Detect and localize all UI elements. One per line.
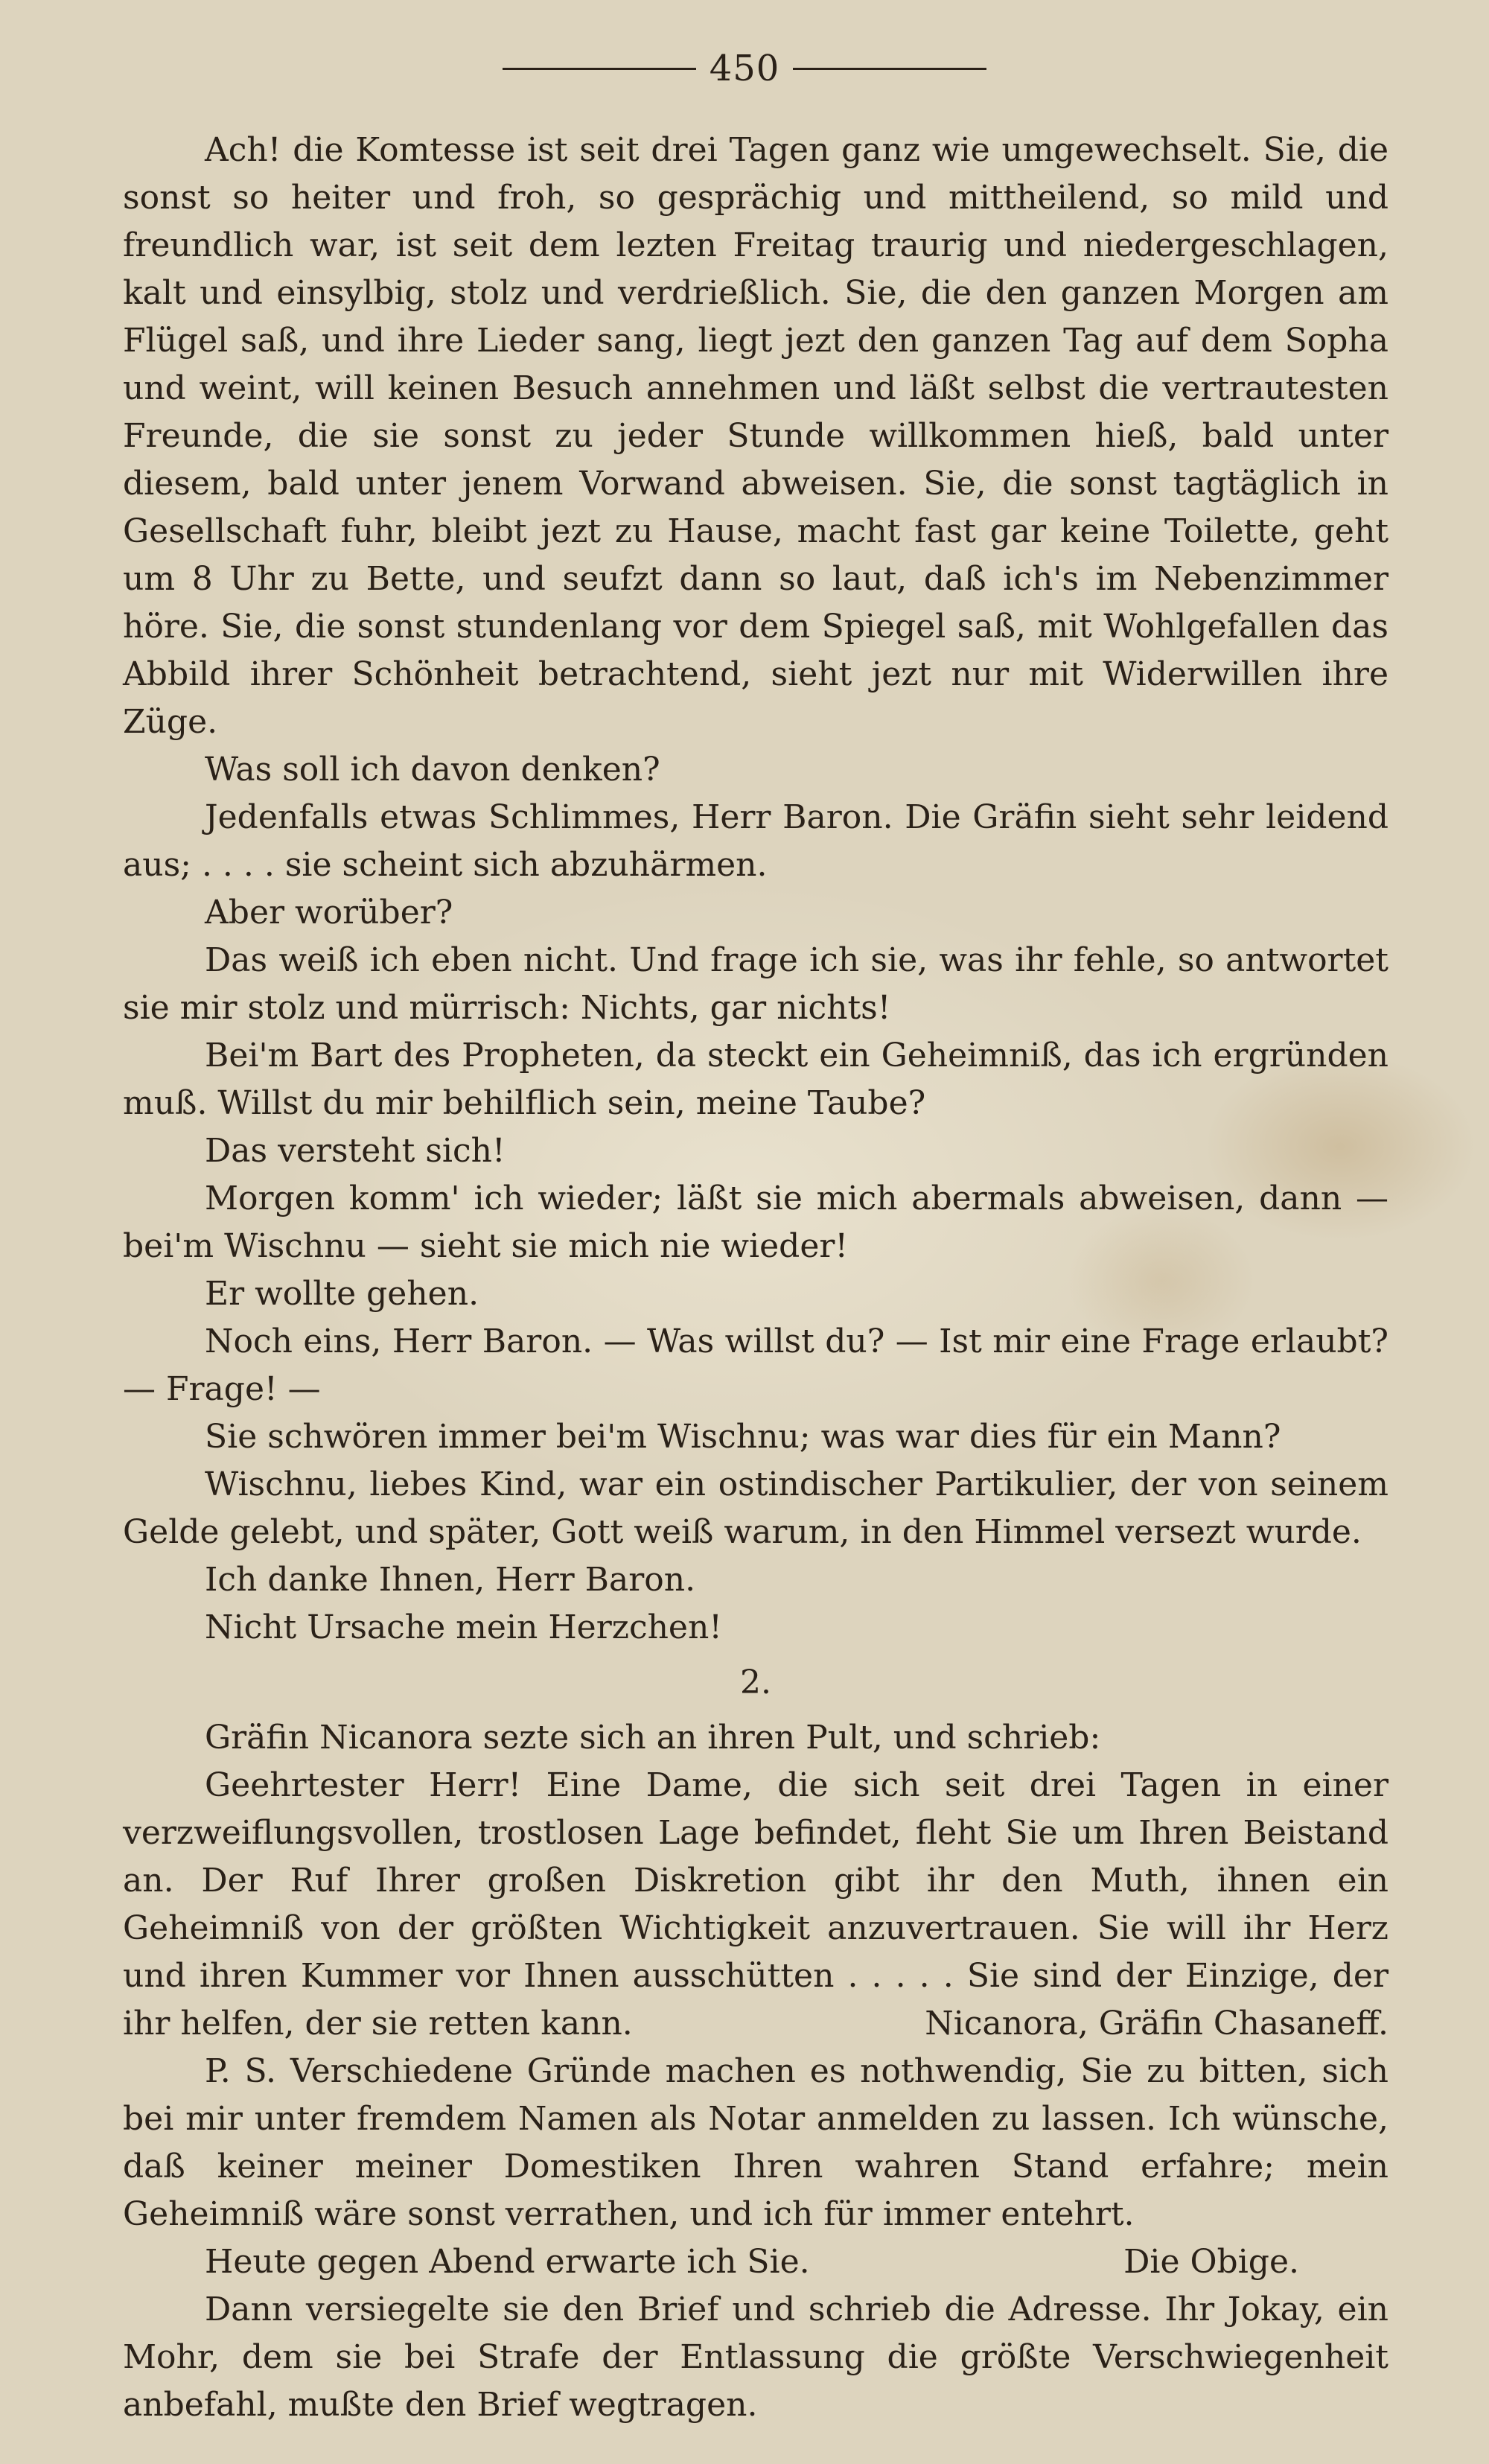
paragraph: Morgen komm' ich wieder; läßt sie mich abermals abweisen, dann — bei'm Wischnu — sieht sie mich nie wieder!	[123, 1180, 1388, 1265]
paragraph: Bei'm Bart des Propheten, da steckt ein Geheimniß, das ich ergründen muß. Willst du mir behilflich sein, meine Taube?	[123, 1037, 1388, 1122]
letter-closing-text: Heute gegen Abend erwarte ich Sie.	[205, 2243, 810, 2281]
letter-body-text: Geehrtester Herr! Eine Dame, die sich seit drei Tagen in einer verzweiflungsvollen, trostlosen Lage befindet, fleht Sie um Ihren Beistand an. Der Ruf Ihrer großen Diskretion gibt ihr den Muth, ihnen ein Geheimniß von der größten Wichtigkeit anzuvertrauen. Sie will ihr Herz und ihren Kummer vor Ihnen ausschütten . . . . . Sie sind der Einzige, der ihr helfen, der sie retten kann.	[123, 1766, 1388, 2043]
letter-postscript: P. S. Verschiedene Gründe machen es nothwendig, Sie zu bitten, sich bei mir unter fremdem Namen als Notar anmelden zu lassen. Ich wünsche, daß keiner meiner Domestiken Ihren wahren Stand erfahre; mein Geheimniß wäre sonst verrathen, und ich für immer entehrt.	[123, 2052, 1388, 2233]
paragraph: Ich danke Ihnen, Herr Baron.	[205, 1561, 696, 1599]
page-header	[0, 46, 1489, 91]
section-number: 2.	[740, 1664, 771, 1701]
letter-signature: Nicanora, Gräfin Chasaneff.	[925, 2005, 1388, 2043]
paragraph: Das versteht sich!	[205, 1132, 506, 1170]
letter-closing-signature: Die Obige.	[1123, 2243, 1299, 2281]
paragraph: Wischnu, liebes Kind, war ein ostindischer Partikulier, der von seinem Gelde gelebt, und später, Gott weiß warum, in den Himmel versezt wurde.	[123, 1465, 1388, 1551]
paragraph: Das weiß ich eben nicht. Und frage ich sie, was ihr fehle, so antwortet sie mir stolz und mürrisch: Nichts, gar nichts!	[123, 941, 1388, 1027]
body-text	[123, 127, 1388, 2429]
paragraph: Nicht Ursache mein Herzchen!	[205, 1608, 722, 1646]
letter-closing	[123, 2238, 1388, 2286]
header-rule-right	[793, 68, 986, 70]
paragraph: Er wollte gehen.	[205, 1275, 479, 1313]
header-rule-left	[503, 68, 696, 70]
paragraph: Ach! die Komtesse ist seit drei Tagen ganz wie umgewechselt. Sie, die sonst so heiter und froh, so gesprächig und mittheilend, so mild und freundlich war, ist seit dem lezten Freitag traurig und niedergeschlagen, kalt und einsylbig, stolz und verdrießlich. Sie, die den ganzen Morgen am Flügel saß, und ihre Lieder sang, liegt jezt den ganzen Tag auf dem Sopha und weint, will keinen Besuch annehmen und läßt selbst die vertrautesten Freunde, die sie sonst zu jeder Stunde willkommen hieß, bald unter diesem, bald unter jenem Vorwand abweisen. Sie, die sonst tagtäglich in Gesellschaft fuhr, bleibt jezt zu Hause, macht fast gar keine Toilette, geht um 8 Uhr zu Bette, und seufzt dann so laut, daß ich's im Nebenzimmer höre. Sie, die sonst stundenlang vor dem Spiegel saß, mit Wohlgefallen das Abbild ihrer Schönheit betrachtend, sieht jezt nur mit Widerwillen ihre Züge.	[123, 131, 1388, 741]
paragraph: Jedenfalls etwas Schlimmes, Herr Baron. Die Gräfin sieht sehr leidend aus; . . . . sie scheint sich abzuhärmen.	[123, 798, 1388, 884]
paragraph: Noch eins, Herr Baron. — Was willst du? — Ist mir eine Frage erlaubt? — Frage! —	[123, 1322, 1388, 1408]
paragraph: Gräfin Nicanora sezte sich an ihren Pult, und schrieb:	[205, 1719, 1101, 1757]
paragraph: Dann versiegelte sie den Brief und schrieb die Adresse. Ihr Jokay, ein Mohr, dem sie bei Strafe der Entlassung die größte Verschwiegenheit anbefahl, mußte den Brief wegtragen.	[123, 2290, 1388, 2424]
paragraph: Was soll ich davon denken?	[205, 751, 660, 789]
page-number: 450	[709, 48, 780, 89]
paragraph: Aber worüber?	[205, 894, 453, 932]
paragraph: Sie schwören immer bei'm Wischnu; was war dies für ein Mann?	[205, 1418, 1281, 1456]
letter-body	[123, 1762, 1388, 2048]
